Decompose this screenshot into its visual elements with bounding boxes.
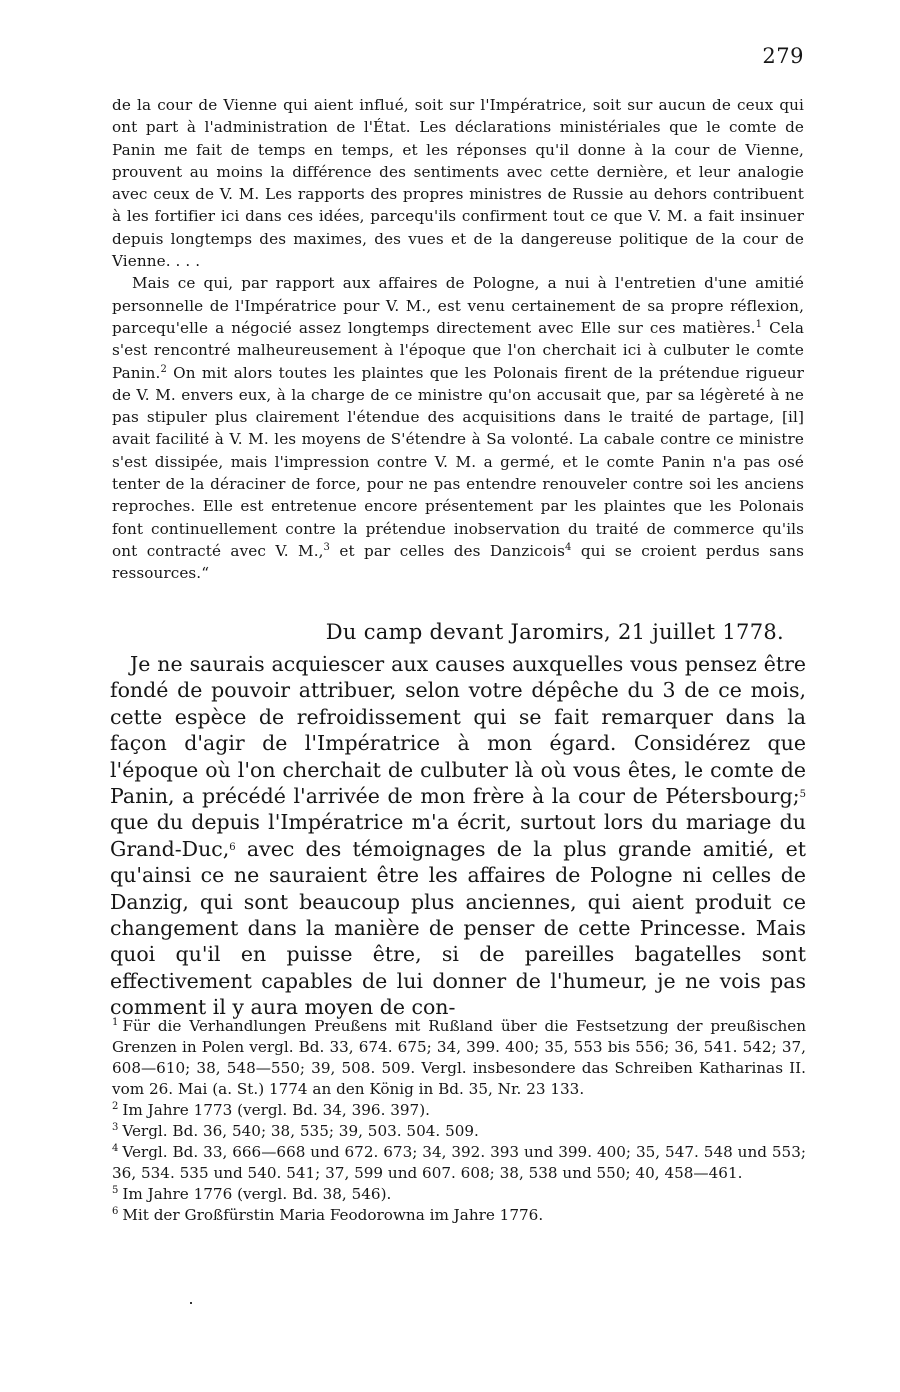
footnote-ref: 4 [564,541,572,553]
footnote [112,1142,806,1184]
print-speck [190,1302,192,1304]
quote-text: et par celles des Danzicois [330,541,565,560]
footnote-ref: 3 [323,541,331,553]
main-text: que du depuis l'Impératrice m'a écrit, surtout lors du mariage du Grand-Duc, [110,810,806,861]
footnote-text: Im Jahre 1773 (vergl. Bd. 34, 396. 397). [122,1101,430,1119]
main-text: avec des témoignages de la plus grande amitié, et qu'ainsi ce ne sauraient être les affaires de Pologne ni celles de Danzig, qui sont beaucoup plus anciennes, qui aient produit ce changement dans la manière de penser de cette Princesse. Mais quoi qu'il en puisse être, si de pareilles bagatelles sont effectivement capables de lui donner de l'humeur, je ne vois pas comment il y aura moyen de con- [110,836,806,1020]
dateline: Du camp devant Jaromirs, 21 juillet 1778. [325,620,784,644]
footnote-ref: 1 [755,318,763,330]
footnotes [112,1016,806,1226]
footnote-ref: 6 [229,841,236,853]
footnote-mark: 2 [112,1101,119,1112]
footnote-text: Vergl. Bd. 33, 666—668 und 672. 673; 34, 392. 393 und 399. 400; 35, 547. 548 und 553; 36, 534. 535 und 540. 541; 37, 599 und 607. 608; 38, 538 und 550; 40, 458—461. [112,1143,806,1182]
footnote-text: Mit der Großfürstin Maria Feodorowna im Jahre 1776. [122,1206,544,1224]
footnote-text: Für die Verhandlungen Preußens mit Rußland über die Festsetzung der preußischen Grenzen in Polen vergl. Bd. 33, 674. 675; 34, 399. 400; 35, 553 bis 556; 36, 541. 542; 37, 608—610; 38, 548—550; 39, 508. 509. Vergl. insbesondere das Schreiben Katharinas II. vom 26. Mai (a. St.) 1774 an den König in Bd. 35, Nr. 23 133. [112,1017,806,1098]
footnote-mark: 4 [112,1143,119,1154]
quote-text: Mais ce qui, par rapport aux affaires de Pologne, a nui à l'entretien d'une amitié personnelle de l'Impératrice pour V. M., est venu certainement de sa propre réflexion, parcequ'elle a négocié assez longtemps directement avec Elle sur ces matières. [112,274,804,337]
quote-paragraph: de la cour de Vienne qui aient influé, soit sur l'Impératrice, soit sur aucun de ceux qui ont part à l'administration de l'État. Les déclarations ministériales que le comte de Panin me fait de temps en temps, et les réponses qu'il donne à la cour de Vienne, prouvent au moins la différence des sentiments avec cette dernière, et leur analogie avec ceux de V. M. Les rapports des propres ministres de Russie au dehors contribuent à les fortifier ici dans ces idées, parcequ'ils confirment tout ce que V. M. a fait insinuer depuis longtemps des maximes, des vues et de la dangereuse politique de la cour de Vienne. . . . [112,96,804,271]
footnote-mark: 6 [112,1206,119,1217]
quote-text: qui se croient perdus sans ressources.“ [112,541,804,583]
footnote-text: Im Jahre 1776 (vergl. Bd. 38, 546). [122,1185,392,1203]
footnote [112,1121,806,1142]
main-text: Je ne saurais acquiescer aux causes auxquelles vous pensez être fondé de pouvoir attribuer, selon votre dépêche du 3 de ce mois, cette espèce de refroidissement qui se fait remarquer dans la façon d'agir de l'Impératrice à mon égard. Considérez que l'époque où l'on cherchait de culbuter là où vous êtes, le comte de Panin, a précédé l'arrivée de mon frère à la cour de Pétersbourg; [110,652,806,809]
footnote [112,1184,806,1205]
footnote-mark: 3 [112,1122,119,1133]
footnote-text: Vergl. Bd. 36, 540; 38, 535; 39, 503. 504. 509. [122,1122,479,1140]
letter-quote [112,94,804,585]
quote-text: Cela s'est rencontré malheureusement à l'époque que l'on cherchait ici à culbuter le comte Panin. [112,318,804,382]
quote-text: On mit alors toutes les plaintes que les Polonais firent de la prétendue rigueur de V. M. envers eux, à la charge de ce ministre qu'on accusait que, par sa légèreté à ne pas stipuler plus clairement l'étendue des acquisitions dans le traité de partage, [il] avait facilité à V. M. les moyens de S'étendre à Sa volonté. La cabale contre ce ministre s'est dissipée, mais l'impression contre V. M. a germé, et le comte Panin n'a pas osé tenter de la déraciner de force, pour ne pas entendre renouveler contre soi les anciens reproches. Elle est entretenue encore présentement par les plaintes que les Polonais font continuellement contre la prétendue inobservation du traité de commerce qu'ils ont contracté avec V. M., [112,363,804,560]
footnote-ref: 2 [160,363,167,375]
quote-paragraph [112,272,804,584]
footnote [112,1100,806,1121]
page-number: 279 [762,44,804,68]
footnote [112,1016,806,1100]
main-letter [110,651,806,1021]
footnote-ref: 5 [799,789,806,801]
footnote-mark: 1 [112,1017,119,1028]
main-paragraph [110,651,806,1021]
footnote [112,1205,806,1226]
footnote-mark: 5 [112,1185,119,1196]
